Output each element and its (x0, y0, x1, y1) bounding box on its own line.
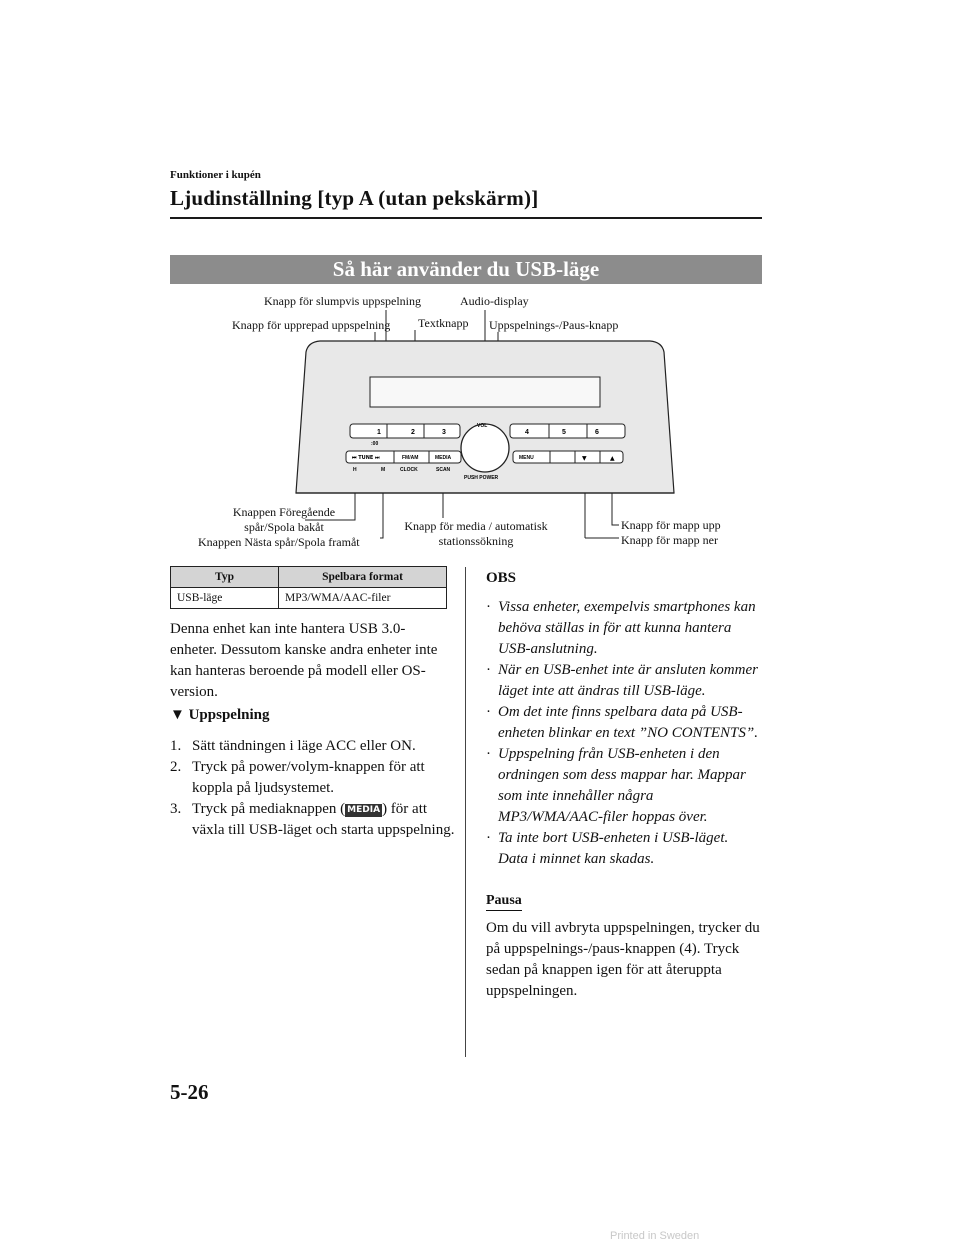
audio-display (370, 377, 600, 407)
title-divider (170, 217, 762, 219)
preset-5: 5 (562, 429, 566, 436)
table-header-formats: Spelbara format (279, 567, 447, 588)
label-media: Knapp för media / automatisk stationssökning (404, 519, 548, 548)
pausa-heading: Pausa (486, 893, 522, 911)
label-next: Knappen Nästa spår/Spola framåt (198, 535, 360, 549)
hour-label: H (353, 467, 357, 473)
section-banner: Så här använder du USB-läge (170, 255, 762, 284)
vol-label: VOL (477, 423, 488, 429)
list-item: · Ta inte bort USB-enheten i USB-läget. Data i minnet kan skadas. (486, 830, 729, 867)
label-folder-up: Knapp för mapp upp (621, 518, 721, 532)
intro-paragraph: Denna enhet kan inte hantera USB 3.0-enheter. Dessutom kanske andra enheter inte kan hanteras beroende på modell eller OS-version. (170, 621, 438, 700)
preset-sub: :00 (371, 441, 379, 447)
column-divider (465, 567, 466, 1057)
label-shuffle: Knapp för slumpvis uppspelning (264, 294, 421, 308)
preset-4: 4 (525, 429, 529, 436)
footer-watermark: Printed in Sweden (610, 1230, 700, 1242)
preset-3: 3 (442, 429, 446, 436)
label-prev: Knappen Föregående spår/Spola bakåt (232, 505, 336, 534)
volume-knob (461, 424, 509, 472)
label-folder-down: Knapp för mapp ner (621, 533, 718, 547)
list-item: · Om det inte finns spelbara data på USB-enheten blinkar en text ”NO CONTENTS”. (486, 704, 758, 741)
format-table (170, 566, 447, 609)
radio-panel-diagram (170, 290, 762, 555)
obs-list (486, 597, 761, 870)
push-power-label: PUSH POWER (464, 475, 499, 481)
playback-heading: ▼ Uppspelning (170, 707, 270, 723)
preset-2: 2 (411, 429, 415, 436)
table-header-type: Typ (171, 567, 279, 588)
label-repeat: Knapp för upprepad uppspelning (232, 318, 391, 332)
media-button-icon: MEDIA (347, 805, 381, 815)
label-audio-display: Audio-display (460, 294, 529, 308)
media-button: MEDIA (435, 455, 452, 461)
page-number: 5-26 (170, 1080, 209, 1104)
preset-6: 6 (595, 429, 599, 436)
menu-button: MENU (519, 455, 534, 461)
tune-button: ⏮ TUNE ⏭ (352, 455, 380, 461)
section-name: Funktioner i kupén (170, 169, 261, 181)
list-item: · När en USB-enhet inte är ansluten kommer läget inte att ändras till USB-läge. (486, 662, 758, 699)
label-text: Textknapp (418, 316, 469, 330)
preset-1: 1 (377, 429, 381, 436)
pausa-paragraph: Om du vill avbryta uppspelningen, trycker du på uppspelnings-/paus-knappen (4). Tryck sedan på knappen igen för att återuppta uppspelningen. (486, 920, 760, 999)
list-item: · Uppspelning från USB-enheten i den ordningen som dess mappar har. Mappar som inte innehåller några MP3/WMA/AAC-filer hoppas över. (486, 746, 746, 825)
clock-label: CLOCK (400, 467, 418, 473)
table-cell: USB-läge (171, 588, 279, 609)
fmam-button: FM/AM (402, 455, 419, 461)
table-row (171, 588, 447, 609)
playback-steps (170, 736, 455, 841)
list-item: 3. Tryck på mediaknappen ( MEDIA ) för att växla till USB-läget och starta uppspelning. (170, 801, 455, 838)
minute-label: M (381, 467, 386, 473)
obs-heading: OBS (486, 570, 517, 586)
list-item: 1. Sätt tändningen i läge ACC eller ON. (170, 738, 416, 754)
folder-up-button: ▲ (610, 455, 615, 462)
table-cell: MP3/WMA/AAC-filer (279, 588, 447, 609)
folder-down-button: ▼ (582, 455, 587, 462)
label-play-pause: Uppspelnings-/Paus-knapp (489, 318, 619, 332)
scan-label: SCAN (436, 467, 451, 473)
list-item: · Vissa enheter, exempelvis smartphones kan behöva ställas in för att kunna hantera USB-anslutning. (486, 599, 756, 657)
page-title: Ljudinställning [typ A (utan pekskärm)] (170, 186, 539, 210)
list-item: 2. Tryck på power/volym-knappen för att koppla på ljudsystemet. (170, 759, 425, 796)
